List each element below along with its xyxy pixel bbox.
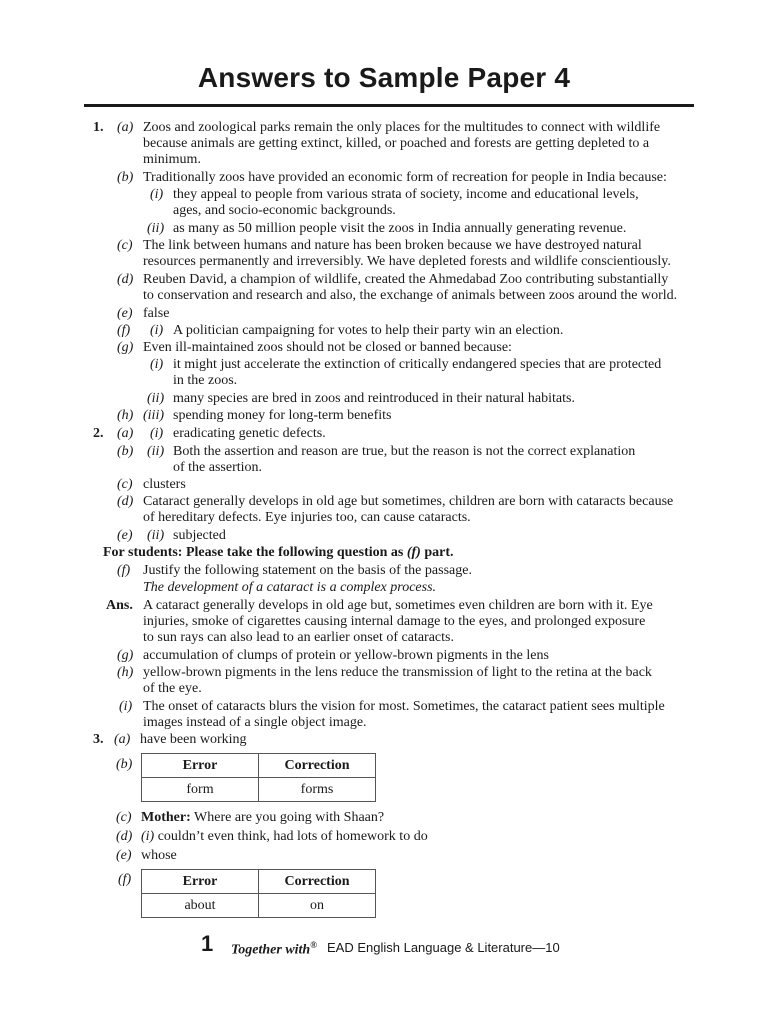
- q2-c-label: (c): [117, 477, 133, 492]
- page-number: 1: [201, 931, 214, 956]
- q2-ans-label: Ans.: [106, 598, 133, 613]
- q2-ans-line2: injuries, smoke of cigarettes causing internal damage to the eyes, and prolonged exposure: [143, 614, 646, 629]
- q2-b-sub: (ii): [147, 444, 165, 459]
- q2-number: 2.: [93, 426, 104, 441]
- q2-h-line2: of the eye.: [143, 681, 202, 696]
- q1-f-sub: (i): [150, 323, 164, 338]
- table-cell: forms: [259, 778, 376, 802]
- q2-b-line1: Both the assertion and reason are true, but the reason is not the correct explanation: [173, 444, 636, 459]
- table-header-cell: Error: [142, 870, 259, 894]
- q2-g-label: (g): [117, 648, 134, 663]
- q1-a-line2: because animals are getting extinct, killed, or poached and forests are getting depleted to a: [143, 136, 650, 151]
- q1-g-ii-text: many species are bred in zoos and reintroduced in their natural habitats.: [173, 391, 575, 406]
- q1-h-sub: (iii): [143, 408, 164, 423]
- q1-g-i-line1: it might just accelerate the extinction of critically endangered species that are protected: [173, 357, 662, 372]
- q2-a-text: eradicating genetic defects.: [173, 426, 326, 441]
- q2-h-line1: yellow-brown pigments in the lens reduce the transmission of light to the retina at the back: [143, 665, 652, 680]
- registered-mark: ®: [310, 940, 317, 950]
- q3-b-label: (b): [116, 757, 133, 772]
- note-post: part.: [420, 545, 454, 560]
- q1-b-label: (b): [117, 170, 134, 185]
- q2-c-text: clusters: [143, 477, 186, 492]
- q2-i-label: (i): [119, 699, 133, 714]
- q1-g-label: (g): [117, 340, 134, 355]
- q3-d-sub: (i): [141, 829, 155, 844]
- q1-g-i-label: (i): [150, 357, 164, 372]
- q1-f-text: A politician campaigning for votes to help their party win an election.: [173, 323, 564, 338]
- q1-g-i-line2: in the zoos.: [173, 373, 238, 388]
- q1-h-label: (h): [117, 408, 134, 423]
- title-rule: [84, 104, 694, 107]
- q3-d-body: couldn’t even think, had lots of homework to do: [154, 829, 428, 844]
- q1-b-i-label: (i): [150, 187, 164, 202]
- q2-e-label: (e): [117, 528, 133, 543]
- table-header-cell: Error: [142, 754, 259, 778]
- table-header-cell: Correction: [259, 870, 376, 894]
- table-header-row: [142, 754, 376, 778]
- brand-name: Together with: [231, 942, 311, 958]
- q3-d-label: (d): [116, 829, 133, 844]
- q2-f-label: (f): [117, 563, 131, 578]
- q2-e-text: subjected: [173, 528, 226, 543]
- speaker-line: Where are you going with Shaan?: [190, 810, 385, 825]
- q1-c-line1: The link between humans and nature has been broken because we have destroyed natural: [143, 238, 642, 253]
- q3-e-label: (e): [116, 848, 132, 863]
- q1-c-line2: resources permanently and irreversibly. We have depleted forests and wildlife conscientiously.: [143, 254, 671, 269]
- q1-b-i-line1: they appeal to people from various strata of society, income and educational levels,: [173, 187, 639, 202]
- table-header-row: [142, 870, 376, 894]
- q1-g-text: Even ill-maintained zoos should not be closed or banned because:: [143, 340, 512, 355]
- q3-f-table: [141, 869, 376, 918]
- q2-i-line2: images instead of a single object image.: [143, 715, 367, 730]
- q2-student-note: [103, 545, 454, 561]
- q1-number: 1.: [93, 120, 104, 135]
- q1-a-label: (a): [117, 120, 134, 135]
- page-title: Answers to Sample Paper 4: [197, 62, 571, 93]
- table-cell: on: [259, 894, 376, 918]
- q2-f-text: Justify the following statement on the basis of the passage.: [143, 563, 472, 578]
- note-pre: For students: Please take the following question as: [103, 545, 407, 560]
- q2-b-label: (b): [117, 444, 134, 459]
- q2-a-sub: (i): [150, 426, 164, 441]
- q2-f-quote: The development of a cataract is a complex process.: [143, 580, 437, 595]
- q2-d-line2: of hereditary defects. Eye injuries too, can cause cataracts.: [143, 510, 471, 525]
- q3-e-text: whose: [141, 848, 177, 863]
- q3-d-text: [141, 829, 428, 845]
- footer-brand: [231, 940, 317, 959]
- q2-d-label: (d): [117, 494, 134, 509]
- q1-b-i-line2: ages, and socio-economic backgrounds.: [173, 203, 396, 218]
- q2-i-line1: The onset of cataracts blurs the vision for most. Sometimes, the cataract patient sees multiple: [143, 699, 665, 714]
- q2-e-sub: (ii): [147, 528, 165, 543]
- q3-f-label: (f): [118, 872, 132, 887]
- q2-a-label: (a): [117, 426, 134, 441]
- table-row: [142, 894, 376, 918]
- footer-book-title: EAD English Language & Literature—10: [327, 940, 560, 955]
- q3-c-text: [141, 810, 384, 826]
- q1-a-line3: minimum.: [143, 152, 201, 167]
- q1-e-text: false: [143, 306, 170, 321]
- q2-h-label: (h): [117, 665, 134, 680]
- q3-a-text: have been working: [140, 732, 247, 747]
- q1-c-label: (c): [117, 238, 133, 253]
- table-row: [142, 778, 376, 802]
- q2-ans-line3: to sun rays can also lead to an earlier onset of cataracts.: [143, 630, 454, 645]
- q1-g-ii-label: (ii): [147, 391, 165, 406]
- q1-d-label: (d): [117, 272, 134, 287]
- table-cell: about: [142, 894, 259, 918]
- q1-a-line1: Zoos and zoological parks remain the only places for the multitudes to connect with wildlife: [143, 120, 661, 135]
- table-cell: form: [142, 778, 259, 802]
- q3-c-label: (c): [116, 810, 132, 825]
- q1-d-line1: Reuben David, a champion of wildlife, created the Ahmedabad Zoo contributing substantially: [143, 272, 669, 287]
- q2-d-line1: Cataract generally develops in old age but sometimes, children are born with cataracts because: [143, 494, 674, 509]
- q2-g-text: accumulation of clumps of protein or yellow-brown pigments in the lens: [143, 648, 549, 663]
- q3-number: 3.: [93, 732, 104, 747]
- q2-b-line2: of the assertion.: [173, 460, 263, 475]
- q1-b-ii-label: (ii): [147, 221, 165, 236]
- q2-ans-line1: A cataract generally develops in old age but, sometimes even children are born with it. Eye: [143, 598, 653, 613]
- q1-h-text: spending money for long-term benefits: [173, 408, 392, 423]
- q1-d-line2: to conservation and research and also, the exchange of animals between zoos around the world.: [143, 288, 678, 303]
- note-f: (f): [406, 545, 421, 560]
- q3-a-label: (a): [114, 732, 131, 747]
- table-header-cell: Correction: [259, 754, 376, 778]
- speaker-label: Mother:: [141, 810, 191, 825]
- q1-f-label: (f): [117, 323, 131, 338]
- q3-b-table: [141, 753, 376, 802]
- q1-b-ii-text: as many as 50 million people visit the zoos in India annually generating revenue.: [173, 221, 627, 236]
- q1-e-label: (e): [117, 306, 133, 321]
- q1-b-text: Traditionally zoos have provided an economic form of recreation for people in India because:: [143, 170, 667, 185]
